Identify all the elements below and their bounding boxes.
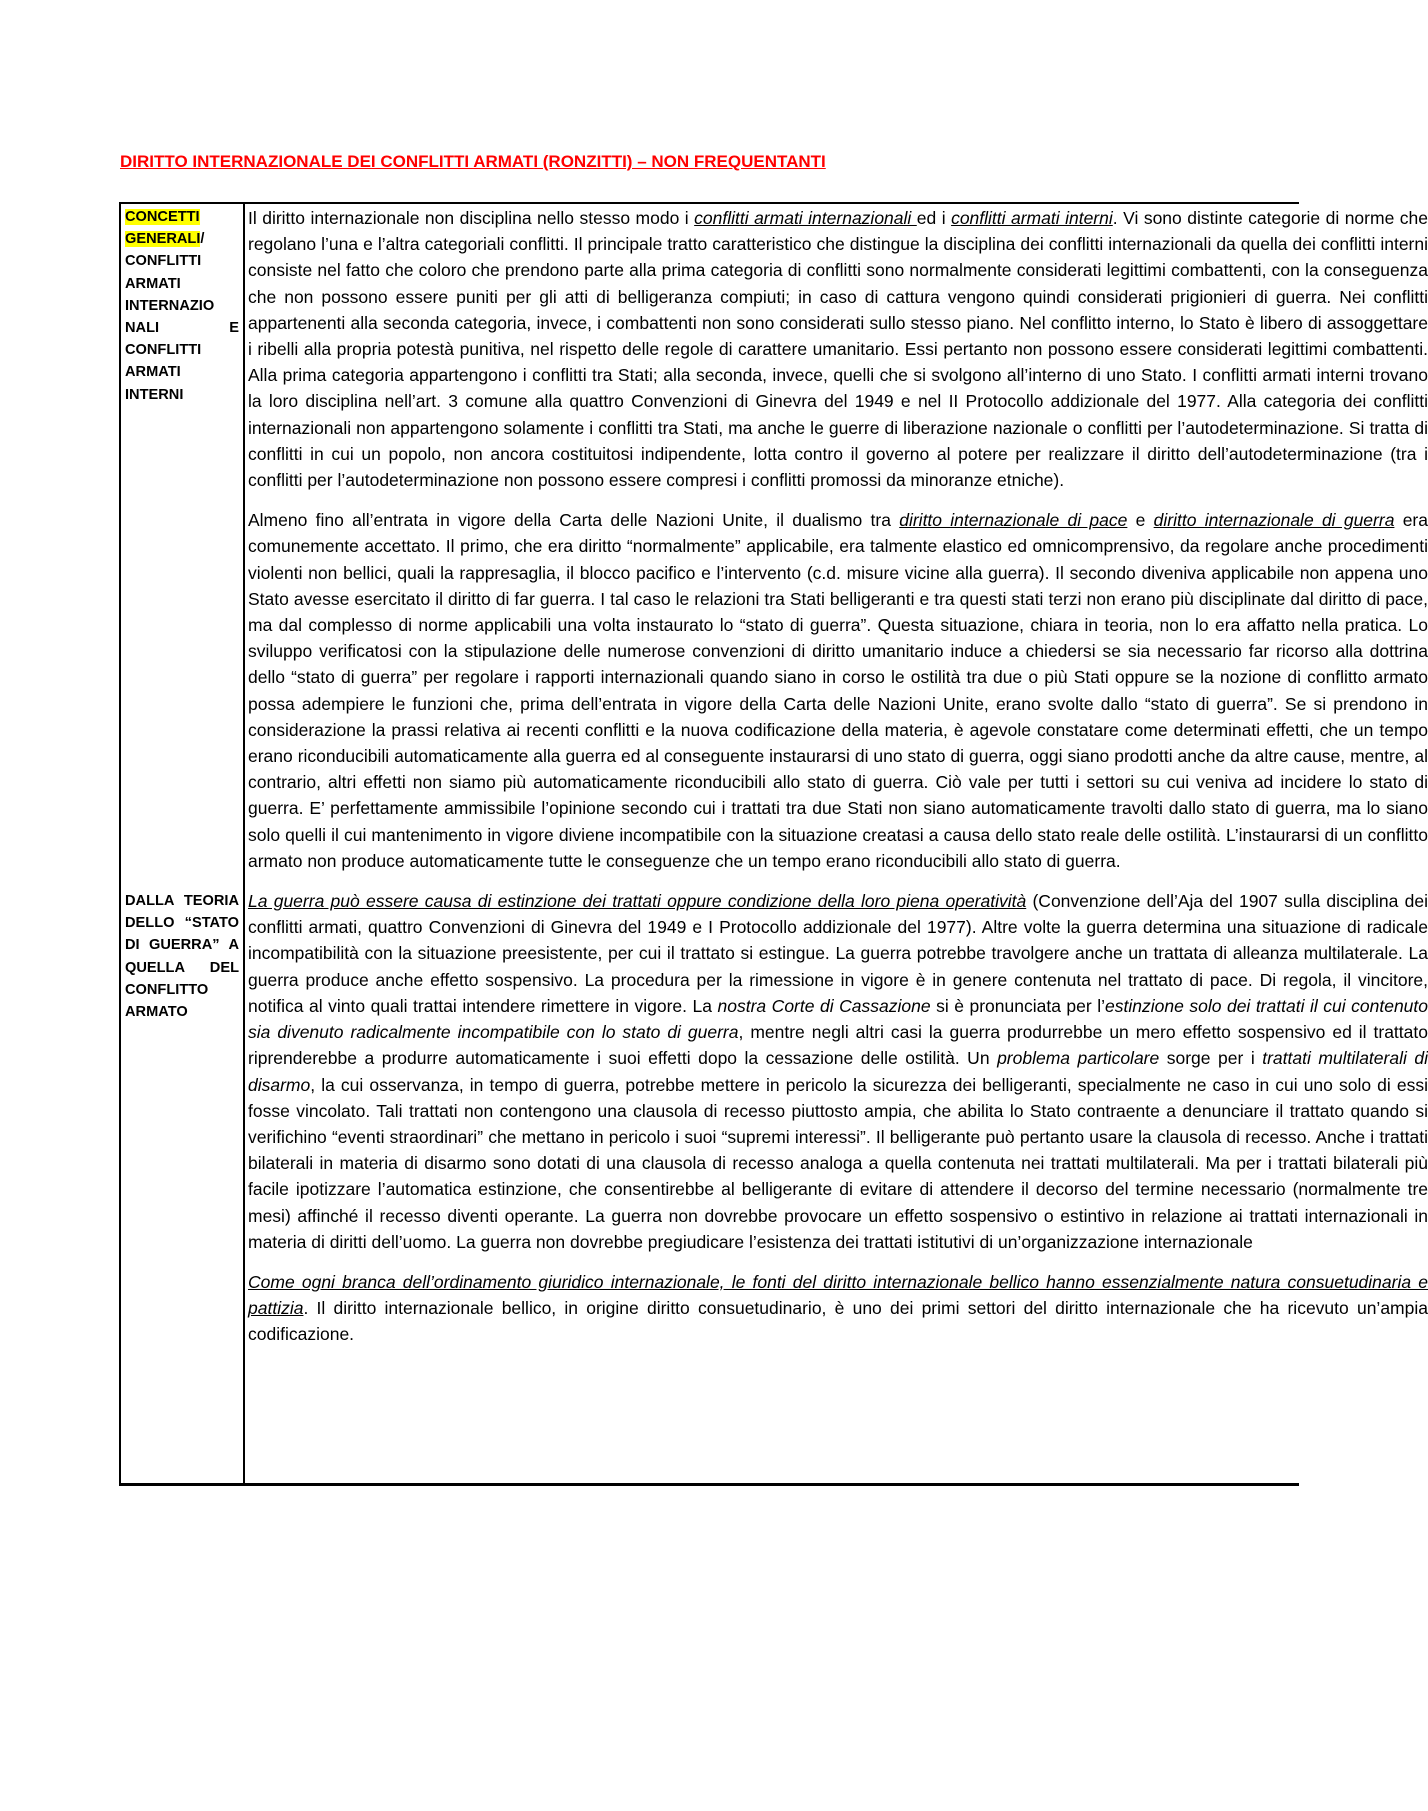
section-label-stato-di-guerra: DALLA TEORIA DELLO “STATO DI GUERRA” A QUELLA DEL CONFLITTO ARMATO (125, 893, 239, 1021)
emphasis-text: conflitti armati interni (951, 208, 1113, 228)
italic-text: trattati multilaterali di disarmo (248, 1048, 1428, 1095)
text-run: e (1127, 510, 1154, 531)
highlighted-label: CONCETTI GENERALI (125, 209, 201, 248)
emphasis-text: conflitti armati internazionali (694, 208, 917, 228)
text-run: sorge per i (1159, 1048, 1263, 1069)
italic-text: nostra Corte di Cassazione (717, 995, 931, 1016)
text-run: . Vi sono distinte categorie di norme che regolano l’una e l’altra categoriali conflitti. Il principale tratto caratteristico che distingue la disciplina dei conflitti internazionali da quella dei conflitti interni consiste nel fatto che coloro che prendono parte alla prima categoria di conflitti sono normalmente considerati legittimi combattenti, con la conseguenza che non possono essere puniti per gli atti di belligeranza compiuti; in caso di cattura vengono quindi considerati prigionieri di guerra. Nei conflitti appartenenti alla seconda categoria, invece, i combattenti non sono considerati sullo stesso piano. Nel conflitto interno, lo Stato è libero di assoggettare i ribelli alla propria potestà punitiva, nel rispetto delle regole di carattere umanitario. Essi pertanto non possono essere considerati legittimi combattenti. Alla prima categoria appartengono i conflitti tra Stati; alla seconda, invece, quelli che si svolgono all’interno di uno Stato. I conflitti armati interni trovano la loro disciplina nell’art. 3 comune alla quattro Convenzioni di Ginevra del 1949 e nel II Protocollo addizionale del 1977. Alla categoria dei conflitti internazionali non appartengono solamente i conflitti tra Stati, ma anche le guerre di liberazione nazionale o conflitti per l’autodeterminazione. Si tratta di conflitti in cui un popolo, non ancora costituitosi indipendente, lotta contro il governo al potere per realizzare il diritto dell’autodeterminazione (tra i conflitti per l’autodeterminazione non possono essere compresi i conflitti promossi da minoranze etniche). (248, 208, 1428, 491)
document-title: DIRITTO INTERNAZIONALE DEI CONFLITTI ARMATI (RONZITTI) – NON FREQUENTANTI (120, 152, 826, 171)
paragraph-3 (248, 888, 1428, 1255)
text-run: , mentre negli altri casi la guerra produrrebbe un mero effetto sospensivo ed il trattato riprenderebbe a produrre automaticamente i suoi effetti dopo la cessazione delle ostilità. Un (248, 1022, 1428, 1069)
text-run: (Convenzione dell’Aja del 1907 sulla disciplina dei conflitti armati, quattro Convenzioni di Ginevra del 1949 e I Protocollo addizionale del 1977). Altre volte la guerra determina una situazione di radicale incompatibilità con la situazione preesistente, per cui il trattato si estingue. La guerra potrebbe travolgere anche un trattata di alleanza multilaterale. La guerra produce anche effetto sospensivo. La procedura per la rimessione in vigore è in genere contenuta nel trattato di pace. Di regola, il vincitore, notifica al vinto quali trattai intendere rimettere in vigore. La (248, 891, 1428, 1016)
paragraph-2 (248, 507, 1428, 874)
paragraph-4 (248, 1269, 1428, 1348)
body-text (248, 205, 1428, 1362)
section-label-concetti-generali (125, 206, 239, 406)
italic-text: estinzione solo dei trattati il cui contenuto sia divenuto radicalmente incompatibile con lo stato di guerra (248, 995, 1428, 1043)
emphasis-text: Come ogni branca dell’ordinamento giuridico internazionale, le fonti del diritto internazionale bellico hanno essenzialmente natura consuetudinaria e pattizia (248, 1271, 1428, 1319)
text-run: Almeno fino all’entrata in vigore della Carta delle Nazioni Unite, il dualismo tra (248, 510, 900, 531)
text-run: si è pronunciata per l’ (930, 995, 1106, 1016)
section-label-rest: / CONFLITTI ARMATI INTERNAZIO NALI E CONFLITTI ARMATI INTERNI (125, 231, 239, 403)
paragraph-1 (248, 205, 1428, 493)
text-run: , la cui osservanza, in tempo di guerra, potrebbe mettere in pericolo la sicurezza dei belligeranti, specialmente ne caso in cui uno solo di essi fosse vincolato. Tali trattati non contengono una clausola di recesso piuttosto ampia, che abilita lo Stato contraente a denunciare il trattato quando si verifichino “eventi straordinari” che mettano in pericolo i suoi “supremi interessi”. Il belligerante può pertanto usare la clausola di recesso. Anche i trattati bilaterali in materia di disarmo sono dotati di una clausola di recesso analoga a quella contenuta nei trattati multilaterali. Ma per i trattati bilaterali più facile ipotizzare l’automatica estinzione, che consentirebbe al belligerante di evitare di attendere il decorso del termine necessario (normalmente tre mesi) affinché il recesso diventi operante. La guerra non dovrebbe provocare un effetto sospensivo o estintivo in relazione ai trattati internazionali in materia di diritti dell’uomo. La guerra non dovrebbe pregiudicare l’esistenza dei trattati istitutivi di un’organizzazione internazionale (248, 1074, 1428, 1252)
text-run: era comunemente accettato. Il primo, che era diritto “normalmente” applicabile, era talmente elastico ed omnicomprensivo, da regolare anche procedimenti violenti non bellici, quali la rappresaglia, il blocco pacifico e l’intervento (c.d. misure vicine alla guerra). Il secondo diveniva applicabile non appena uno Stato avesse esercitato il diritto di far guerra. I tal caso le relazioni tra Stati belligeranti e tra questi stati terzi non erano più disciplinate dal diritto di pace, ma dal complesso di norme applicabili una volta instaurato lo “stato di guerra”. Questa situazione, chiara in teoria, non lo era affatto nella pratica. Lo sviluppo verificatosi con la stipulazione delle numerose convenzioni di diritto umanitario induce a chiedersi se sia necessario far ricorso alla dottrina dello “stato di guerra” per regolare i rapporti internazionali quando siano in corso le ostilità tra due o più Stati oppure se la nozione di conflitto armato possa adempiere le funzioni che, prima dell’entrata in vigore della Carta delle Nazioni Unite, erano svolte dallo “stato di guerra”. Se si prendono in considerazione la prassi relativa ai recenti conflitti e la nuova codificazione della materia, è agevole constatare come determinati effetti, che un tempo erano riconducibili automaticamente alla guerra ed al conseguente instaurarsi di uno stato di guerra, oggi siano prodotti anche da altre cause, mentre, al contrario, altri effetti non siamo più automaticamente riconducibili allo stato di guerra. Ciò vale per tutti i settori su cui veniva ad incidere lo stato di guerra. E’ perfettamente ammissibile l’opinione secondo cui i trattati tra due Stati non siano automaticamente travolti dallo stato di guerra, ma lo siano solo quelli il cui mantenimento in vigore diviene incompatibile con la situazione creatasi a causa dello stato reale delle ostilità. L’instaurarsi di un conflitto armato non produce automaticamente tutte le conseguenze che un tempo erano riconducibili allo stato di guerra. (248, 510, 1428, 871)
emphasis-text: La guerra può essere causa di estinzione dei trattati oppure condizione della loro piena operatività (248, 891, 1027, 912)
text-run: . Il diritto internazionale bellico, in origine diritto consuetudinario, è uno dei primi settori del diritto internazionale che ha ricevuto un’ampia codificazione. (248, 1298, 1428, 1345)
text-run: Il diritto internazionale non disciplina nello stesso modo i (248, 208, 695, 228)
italic-text: problema particolare (997, 1048, 1160, 1069)
emphasis-text: diritto internazionale di guerra (1153, 510, 1395, 531)
text-run: ed i (916, 208, 952, 228)
column-divider (243, 204, 245, 1483)
emphasis-text: diritto internazionale di pace (899, 510, 1128, 531)
content-table (119, 202, 1428, 1486)
